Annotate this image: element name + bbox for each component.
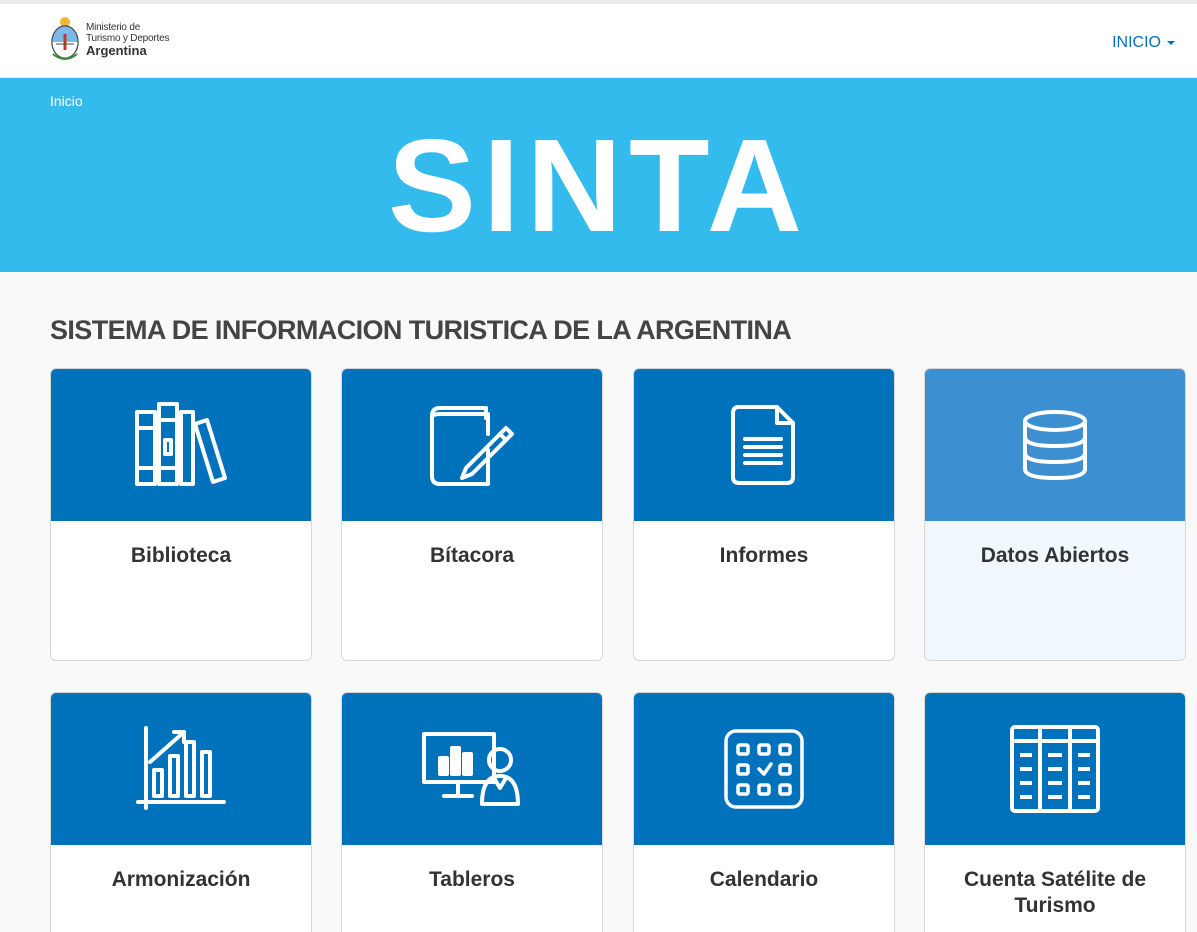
coat-of-arms-icon <box>50 14 80 64</box>
table-icon <box>1010 725 1100 813</box>
nav-inicio-label: INICIO <box>1112 34 1161 51</box>
card-tableros[interactable] <box>341 692 603 932</box>
card-label: Tableros <box>429 868 515 891</box>
database-icon <box>1021 409 1089 481</box>
breadcrumb-inicio[interactable]: Inicio <box>50 93 83 109</box>
logo-line-2: Turismo y Deportes <box>86 33 170 44</box>
card-datos-abiertos[interactable] <box>924 368 1186 661</box>
card-label: Datos Abiertos <box>980 544 1130 567</box>
section-title: SISTEMA DE INFORMACION TURISTICA DE LA ARGENTINA <box>50 315 792 345</box>
hero-title: SINTA <box>387 112 810 259</box>
card-armonizacion[interactable] <box>50 692 312 932</box>
card-bitacora[interactable] <box>341 368 603 661</box>
ministry-logo[interactable] <box>50 14 169 64</box>
card-informes[interactable] <box>633 368 895 661</box>
card-label: Cuenta Satélite de Turismo <box>963 868 1147 917</box>
hero-banner <box>0 78 1197 272</box>
card-label: Calendario <box>709 868 819 891</box>
card-label: Bítacora <box>429 544 515 567</box>
card-cuenta-satelite[interactable] <box>924 692 1186 932</box>
books-icon <box>135 402 227 488</box>
card-calendario[interactable] <box>633 692 895 932</box>
calendar-icon <box>723 728 805 810</box>
card-label: Informes <box>719 544 809 567</box>
nav-inicio-dropdown[interactable] <box>1112 34 1175 52</box>
logo-line-3: Argentina <box>86 43 147 58</box>
logo-line-1: Ministerio de <box>86 22 141 33</box>
card-label: Biblioteca <box>130 544 232 567</box>
top-navbar <box>0 0 1197 78</box>
card-label: Armonización <box>111 868 251 891</box>
notebook-pencil-icon <box>430 402 514 488</box>
card-biblioteca[interactable] <box>50 368 312 661</box>
bar-chart-icon <box>136 726 226 812</box>
document-icon <box>731 405 797 485</box>
caret-down-icon <box>1167 41 1175 45</box>
dashboard-presenter-icon <box>422 732 522 806</box>
